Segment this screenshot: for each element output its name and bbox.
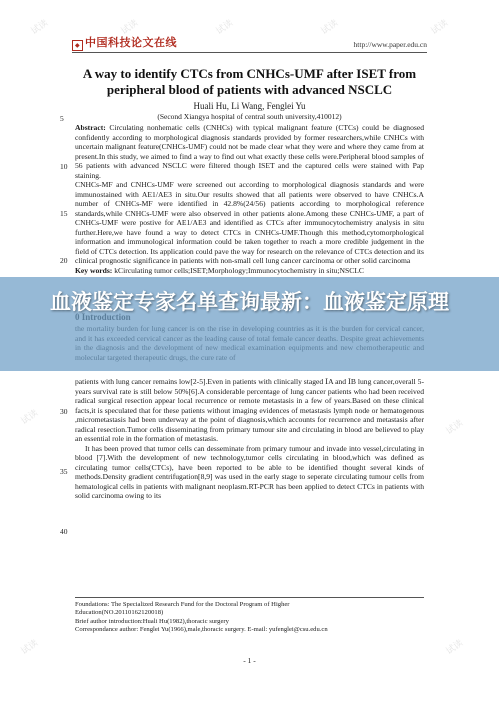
introduction-paragraph-1: patients with lung cancer remains low[2-5].Even in patients with clinically staged ⅠA and ⅠB lung cancer,overall 5-years survival rate is still below 50%[6].A considerable percentage of lung cancer patients who had been received radical surgical resection appear local recurrence or remote metastasis in a few of years.Based on these clinical facts,it is speculated that for these patients without imaging evidences of metastasis lymph node or hematogenous ,micrometastasis had been underway at the point of diagnosis,which accounts for recurrence and metastasis after radical resection.Tumor cells disseminating from primary tumour site and circulating in blood are believed to play an essential role in the formation of metastasis. [75, 377, 424, 443]
watermark: 试读 [319, 18, 341, 37]
watermark: 试读 [444, 418, 466, 437]
watermark: 试读 [19, 638, 41, 657]
overlay-banner [0, 277, 499, 371]
watermark: 试读 [29, 18, 51, 37]
introduction-paragraph-2: It has been proved that tumor cells can desseminate from primary tumour and invade into vessel,circulating in blood [7].With the development of new technology,tumor cells circulating in blood,which was defined as circulating tumor cells(CTCs), have been reported to be able to be identified thought several kinds of methods.Density gradient centrifugation[8,9] was used in the early stage to seperate circulating tumour cells from hematological cells in patients with malignant neoplasm.RT-PCR has been applied to detect CTCs in patients with solid carcinoma owing to its [75, 443, 424, 500]
abstract [75, 123, 424, 275]
line-number: 35 [60, 467, 68, 476]
watermark: 试读 [429, 18, 451, 37]
page-number: - 1 - [243, 656, 256, 665]
line-number: 10 [60, 162, 68, 171]
footnote-correspondence: Correspondance author: Fenglei Yu(1966),male,thoracic surgery. E-mail: yufenglei@csu.edu.cn [75, 626, 328, 634]
line-number: 20 [60, 256, 68, 265]
line-number: 30 [60, 407, 68, 416]
keywords-text: kCirculating tumor cells;ISET;Morphology;Immunocytochemistry in situ;NSCLC [112, 265, 364, 275]
site-logo: ◆ 中国科技论文在线 [72, 34, 177, 51]
line-number: 40 [60, 527, 68, 536]
abstract-text-2: CNHCs-MF and CNHCs-UMF were screened out according to morphological diagnosis standards and were immunostained with AE1/AE3 in situ.Our results showed that all patients were observed to have CNHCs.A number of CNHCs-MF were identified in 42.8%(24/56) patients according to morphological reference standards,while CNHCs-UMF were also observed in other patients alone.Among these CNHCs-UMF, a part of CNHCs-UMF were postive for AE1/AE3 and identified as CTCs after immunocytochemistry analysis in situ further.Here,we have found a way to detect CTCs in CNHCs-UMF.Though this method,cytomorphological information and immunological information could be taken together to reach a more credible judgement in the field of CTCs detection. Its application could pave the way for research on the relevance of CTCs detection and its clinical prognostic significance in patients with non-small cell lung cancer carcinoma or other solid carcinoma [75, 180, 424, 265]
abstract-text: Circulating nonhematic cells (CNHCs) with typical malignant feature (CTCs) could be diagnosed confidently according to morphological diagnosis standards provided by former researchers,while CNHCs with uncertain malignant feature(CNHCs-UMF) could not be made clear what they were and where they came from at present.In this study, we aimed to find a way to find out what exactly these cells were.Peripheral blood samples of 56 patients with advanced NSCLC were filtered though ISET and the captured cells were stained with Pap staining. [75, 123, 424, 180]
logo-icon: ◆ [72, 40, 83, 51]
banner-title: 血液鉴定专家名单查询最新：血液鉴定原理 [50, 290, 449, 314]
paper-title-line2: peripheral blood of patients with advanced NSCLC [106, 82, 393, 97]
abstract-label: Abstract: [75, 123, 106, 132]
footnote-funding: Foundations: The Specialized Research Fund for the Doctoral Program of Higher [75, 601, 290, 608]
footnote-author-intro: Brief author introduction:Huali Hu(1982),thoracic surgery [75, 617, 229, 625]
page-header [72, 32, 427, 53]
keywords-label: Key words: [75, 265, 113, 275]
paper-affiliation: (Second Xiangya hospital of central south university,410012) [157, 112, 342, 121]
paper-title-line1: A way to identify CTCs from CNHCs-UMF after ISET from [82, 66, 417, 81]
watermark: 试读 [19, 408, 41, 427]
line-number: 5 [60, 114, 64, 123]
paper-authors: Huali Hu, Li Wang, Fenglei Yu [193, 101, 306, 111]
introduction-body [75, 377, 424, 501]
watermark: 试读 [444, 638, 466, 657]
site-url[interactable]: http://www.paper.edu.cn [353, 40, 427, 49]
footnote-funding-number: Education(NO.20110162120018) [75, 609, 164, 617]
watermark: 试读 [119, 18, 141, 37]
watermark: 试读 [214, 18, 236, 37]
footnotes [75, 597, 424, 635]
line-number: 15 [60, 209, 68, 218]
